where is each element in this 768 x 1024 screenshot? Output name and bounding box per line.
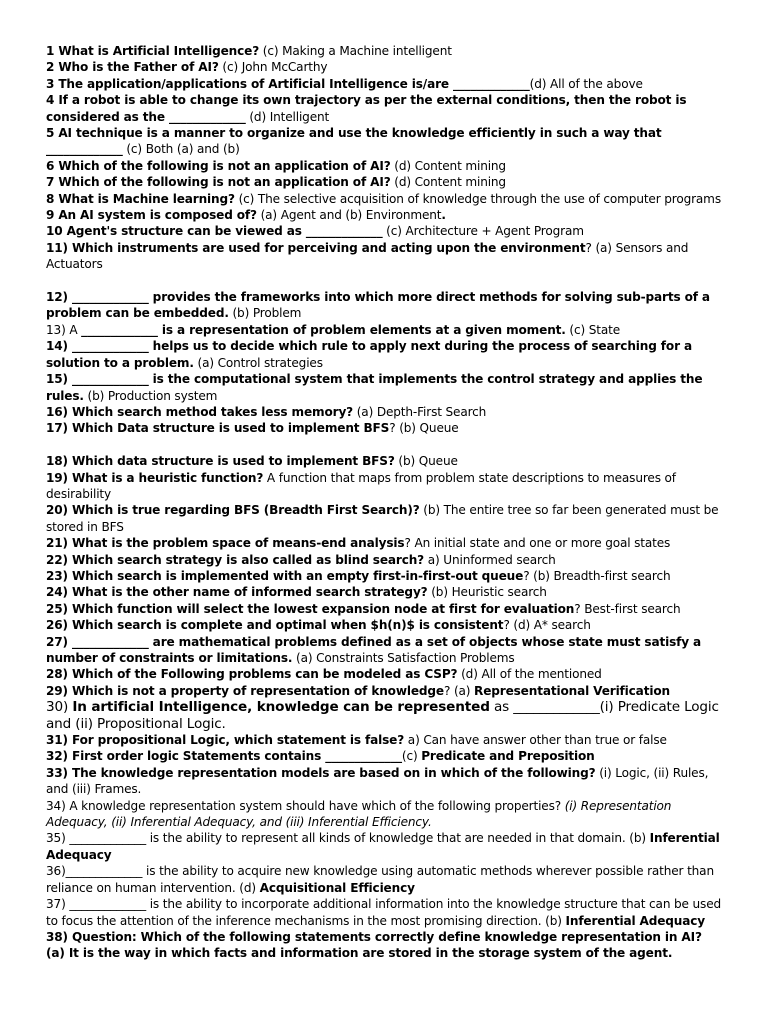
answer-text: ? Best-first search <box>574 601 681 616</box>
answer-text: 37) _____________ is the ability to incorporate additional information into the knowledge structure that can be used to focus the attention of the inference mechanisms in the most promising direction. (b) <box>46 897 722 928</box>
section-gap <box>46 437 728 453</box>
answer-text: 13) A <box>46 322 82 337</box>
answer-text: as _____________(i) Predicate Logic and (ii) Propositional Logic. <box>46 699 719 732</box>
question-text: 6 Which of the following is not an application of AI? <box>46 158 391 173</box>
question-text: 26) Which search is complete and optimal when $h(n)$ is consistent <box>46 618 504 633</box>
answer-text: (i) Logic, (ii) Rules, and (iii) Frames. <box>46 765 709 797</box>
question-line <box>46 223 728 239</box>
question-text: Inferential Adequacy <box>565 913 706 928</box>
question-line <box>46 863 728 896</box>
question-text: In artificial Intelligence, knowledge can be represented <box>72 699 490 716</box>
answer-text: a) Can have answer other than true or false <box>404 733 667 748</box>
answer-text: (d) All of the above <box>529 76 643 91</box>
question-text: Predicate and Preposition <box>421 749 595 764</box>
question-text: 38) Question: Which of the following statements correctly define knowledge representation in AI? <box>46 929 702 944</box>
question-text: 1 What is Artificial Intelligence? <box>46 44 260 58</box>
question-text: 20) Which is true regarding BFS (Breadth First Search)? <box>46 503 420 518</box>
question-line <box>46 568 728 584</box>
answer-italic: (i) Representation Adequacy, (ii) Inferential Adequacy, and (iii) Inferential Efficiency. <box>46 798 672 830</box>
question-line <box>46 601 728 617</box>
answer-text: (a) Constraints Satisfaction Problems <box>292 651 515 665</box>
question-line <box>46 43 728 59</box>
question-line <box>46 420 728 436</box>
question-line <box>46 76 728 92</box>
question-line <box>46 174 728 190</box>
question-text: 32) First order logic Statements contains _____________ <box>46 749 402 764</box>
question-line <box>46 617 728 633</box>
question-line <box>46 125 728 158</box>
question-text: 27) _____________ are mathematical problems defined as a set of objects whose state must satisfy a number of constraints or limitations. <box>46 634 702 665</box>
question-line <box>46 699 728 732</box>
question-line <box>46 748 728 764</box>
answer-text: (b) Problem <box>228 306 302 321</box>
question-text: 11) Which instruments are used for perceiving and acting upon the environment <box>46 240 586 255</box>
question-line <box>46 666 728 682</box>
question-line <box>46 158 728 174</box>
answer-text: (b) Heuristic search <box>427 585 547 600</box>
answer-text: ? (d) A* search <box>503 618 591 633</box>
question-text: 18) Which data structure is used to implement BFS? <box>46 454 395 469</box>
question-text: 31) For propositional Logic, which statement is false? <box>46 733 405 748</box>
answer-text: (d) Content mining <box>390 158 506 173</box>
question-line <box>46 552 728 568</box>
answer-text: (d) All of the mentioned <box>457 667 602 682</box>
question-line <box>46 929 728 945</box>
question-line <box>46 765 728 798</box>
question-line <box>46 92 728 125</box>
section-gap <box>46 273 728 289</box>
answer-text: (c) John McCarthy <box>218 60 328 75</box>
answer-text: (b) The entire tree so far been generated must be stored in BFS <box>46 503 719 534</box>
question-text: 25) Which function will select the lowest expansion node at first for evaluation <box>46 601 575 616</box>
answer-text: (c) State <box>565 322 621 337</box>
answer-text: (c) Both (a) and (b) <box>122 142 240 157</box>
answer-text: 35) _____________ is the ability to represent all kinds of knowledge that are needed in that domain. (b) <box>46 831 650 846</box>
answer-text: (a) Control strategies <box>193 355 323 370</box>
answer-text: (c) Architecture + Agent Program <box>382 224 584 239</box>
answer-text: A function that maps from problem state descriptions to measures of desirability <box>46 470 676 501</box>
answer-text: ? (b) Breadth-first search <box>523 568 671 583</box>
question-text: 7 Which of the following is not an application of AI? <box>46 175 391 190</box>
answer-text: (b) Queue <box>394 454 458 469</box>
question-text: 28) Which of the Following problems can be modeled as CSP? <box>46 667 458 682</box>
question-text: 15) _____________ is the computational system that implements the control strategy and applies the rules. <box>46 372 703 403</box>
question-line <box>46 634 728 667</box>
answer-text: ? An initial state and one or more goal states <box>404 536 671 551</box>
question-text: 19) What is a heuristic function? <box>46 470 264 485</box>
question-text: 23) Which search is implemented with an empty first-in-first-out queue <box>46 568 524 583</box>
question-text: 24) What is the other name of informed search strategy? <box>46 585 428 600</box>
question-line <box>46 470 728 503</box>
answer-text: 34) A knowledge representation system should have which of the following properties? <box>46 798 562 813</box>
answer-text: 30) <box>46 699 73 716</box>
question-line <box>46 683 728 699</box>
question-text: _____________ is a representation of problem elements at a given moment. <box>81 322 566 337</box>
question-line <box>46 945 728 961</box>
question-text: . <box>441 208 446 223</box>
question-line <box>46 830 728 863</box>
question-line <box>46 240 728 273</box>
question-line <box>46 322 728 338</box>
question-text: 10 Agent's structure can be viewed as _____________ <box>46 224 383 239</box>
question-line <box>46 535 728 551</box>
question-line <box>46 59 728 75</box>
question-text: 17) Which Data structure is used to implement BFS <box>46 421 390 436</box>
question-text: 4 If a robot is able to change its own trajectory as per the external conditions, then the robot is considered as the _____________ <box>46 93 687 124</box>
question-text: 3 The application/applications of Artificial Intelligence is/are _____________ <box>46 76 530 91</box>
answer-text: (c) The selective acquisition of knowledge through the use of computer programs <box>234 191 721 206</box>
question-text: (a) It is the way in which facts and information are stored in the storage system of the agent. <box>46 946 673 961</box>
question-text: 9 An AI system is composed of? <box>46 208 257 223</box>
question-line <box>46 453 728 469</box>
answer-text: (b) Production system <box>83 388 218 403</box>
question-text: 16) Which search method takes less memory? <box>46 404 354 419</box>
question-text: 2 Who is the Father of AI? <box>46 60 219 75</box>
question-text: 12) _____________ provides the frameworks into which more direct methods for solving sub-parts of a problem can be embedded. <box>46 290 710 321</box>
question-line <box>46 191 728 207</box>
question-text: 22) Which search strategy is also called as blind search? <box>46 552 425 567</box>
answer-text: a) Uninformed search <box>424 552 556 567</box>
question-line <box>46 207 728 223</box>
question-text: 5 AI technique is a manner to organize and use the knowledge efficiently in such a way that _____________ <box>46 126 662 157</box>
question-line <box>46 584 728 600</box>
answer-text: (d) Intelligent <box>245 109 330 124</box>
question-line <box>46 502 728 535</box>
question-text: 21) What is the problem space of means-end analysis <box>46 536 405 551</box>
question-text: 14) _____________ helps us to decide which rule to apply next during the process of searching for a solution to a problem. <box>46 339 692 370</box>
answer-text: 36)_____________ is the ability to acquire new knowledge using automatic methods wherever possible rather than reliance on human intervention. (d) <box>46 864 714 895</box>
answer-text: (a) Agent and (b) Environment <box>256 208 442 223</box>
question-line <box>46 371 728 404</box>
question-text: 29) Which is not a property of representation of knowledge <box>46 683 444 698</box>
question-text: Representational Verification <box>474 683 670 698</box>
question-line <box>46 404 728 420</box>
question-text: Acquisitional Efficiency <box>259 880 415 895</box>
question-line <box>46 896 728 929</box>
answer-text: (d) Content mining <box>390 175 506 190</box>
answer-text: (a) Depth-First Search <box>353 404 487 419</box>
answer-text: (c) Making a Machine intelligent <box>259 44 452 58</box>
question-line <box>46 338 728 371</box>
question-line <box>46 798 728 831</box>
answer-text: (c) <box>401 749 422 764</box>
question-line <box>46 732 728 748</box>
question-text: 33) The knowledge representation models are based on in which of the following? <box>46 765 596 780</box>
answer-text: ? (b) Queue <box>389 421 459 436</box>
answer-text: ? (a) Sensors and Actuators <box>46 240 689 272</box>
question-text: Inferential Adequacy <box>46 831 720 862</box>
question-text: 8 What is Machine learning? <box>46 191 235 206</box>
question-line <box>46 289 728 322</box>
answer-text: ? (a) <box>443 683 475 698</box>
